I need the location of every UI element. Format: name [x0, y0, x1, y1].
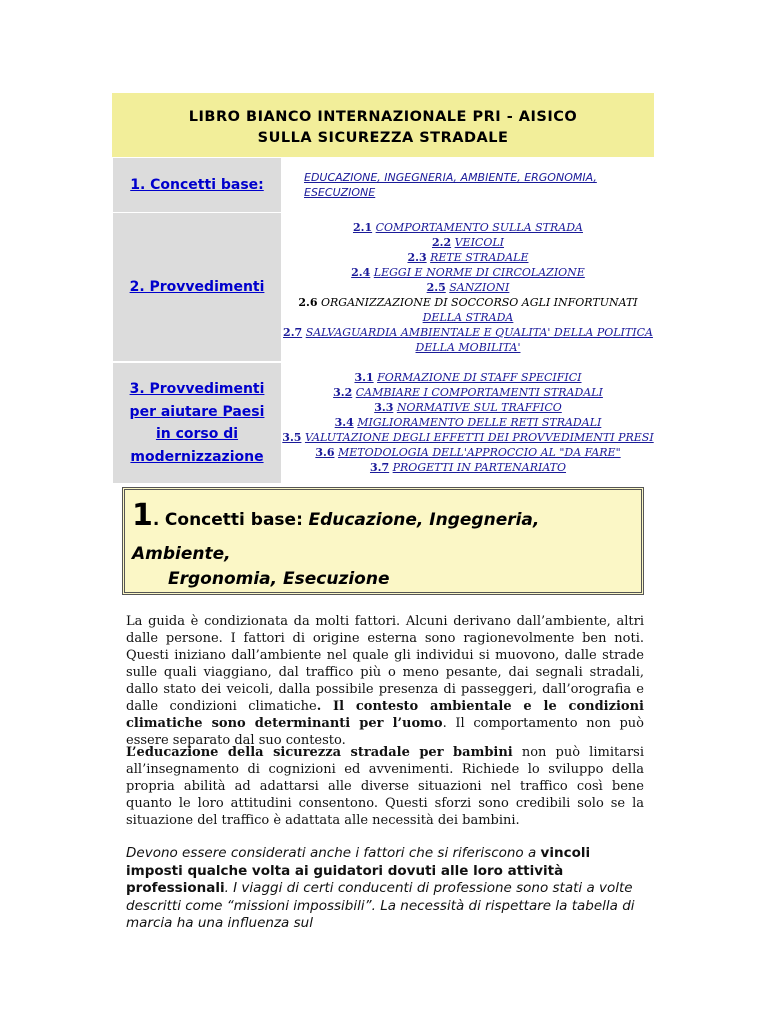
- toc-sublink-1-cont[interactable]: ESECUZIONE: [304, 186, 376, 199]
- toc-item-3-4[interactable]: 3.4 MIGLIORAMENTO DELLE RETI STRADALI: [334, 416, 602, 429]
- toc-row-1-items: [282, 170, 654, 200]
- toc-item-2-3[interactable]: 2.3 RETE STRADALE: [407, 251, 529, 264]
- toc-item-2-7-cont[interactable]: DELLA MOBILITA': [415, 341, 521, 354]
- section-topics-1: Educazione, Ingegneria,: [308, 510, 540, 530]
- toc-item-3-5[interactable]: 3.5 VALUTAZIONE DEGLI EFFETTI DEI PROVVEDIMENTI PRESI: [282, 431, 654, 444]
- section-topics-2: Ambiente,: [132, 544, 231, 564]
- toc-item-2-1[interactable]: 2.1 COMPORTAMENTO SULLA STRADA: [352, 221, 583, 234]
- toc-item-2-6[interactable]: 2.6 ORGANIZZAZIONE DI SOCCORSO AGLI INFORTUNATI: [298, 296, 638, 309]
- title-line-1: LIBRO BIANCO INTERNAZIONALE PRI - AISICO: [188, 109, 578, 125]
- toc-sublink-1[interactable]: EDUCAZIONE, INGEGNERIA, AMBIENTE, ERGONOMIA,: [304, 171, 597, 184]
- toc-row-1-cell: [113, 158, 281, 212]
- section-label: Concetti base:: [164, 510, 303, 530]
- toc-item-3-1[interactable]: 3.1 FORMAZIONE DI STAFF SPECIFICI: [354, 371, 582, 384]
- toc-link-paesi-modernizzazione[interactable]: 3. Provvedimenti per aiutare Paesi in corso di modernizzazione: [129, 381, 265, 465]
- toc-item-2-4[interactable]: 2.4 LEGGI E NORME DI CIRCOLAZIONE: [351, 266, 585, 279]
- title-banner: [112, 93, 654, 157]
- section-heading-line-1: 1. Concetti base: Educazione, Ingegneria,: [132, 498, 540, 533]
- toc-item-3-6[interactable]: 3.6 METODOLOGIA DELL'APPROCCIO AL "DA FARE": [315, 446, 621, 459]
- toc-item-2-2[interactable]: 2.2 VEICOLI: [431, 236, 505, 249]
- toc-item-2-5[interactable]: 2.5 SANZIONI: [426, 281, 510, 294]
- title-line-2: SULLA SICUREZZA STRADALE: [257, 130, 509, 146]
- section-number: 1: [132, 498, 153, 533]
- section-topics-3: Ergonomia, Esecuzione: [168, 569, 390, 589]
- toc-item-3-7[interactable]: 3.7 PROGETTI IN PARTENARIATO: [369, 461, 567, 474]
- toc-row-3-cell: [113, 363, 281, 483]
- toc-row-3-items: [282, 370, 654, 475]
- toc-item-2-7[interactable]: 2.7 SALVAGUARDIA AMBIENTALE E QUALITA' DELLA POLITICA: [283, 326, 653, 339]
- toc-item-3-3[interactable]: 3.3 NORMATIVE SUL TRAFFICO: [374, 401, 562, 414]
- toc-row-2-cell: [113, 213, 281, 361]
- section-heading-box: [122, 487, 644, 595]
- toc-row-2-items: [282, 220, 654, 355]
- toc-link-provvedimenti[interactable]: 2. Provvedimenti: [129, 278, 265, 295]
- body-paragraph-1: La guida è condizionata da molti fattori. Alcuni derivano dall’ambiente, altri dalle persone. I fattori di origine esterna sono ragionevolmente ben noti. Questi iniziano dall’ambiente nel quale gli individui si muovono, dalle strade sulle quali viaggiano, dal traffico più o meno pesante, dai segnali stradali, dallo stato dei veicoli, dalla possibile presenza di passeggeri, dall’orografia e dalle condizioni climatiche. Il contesto ambientale e le condizioni climatiche sono determinanti per l’uomo. Il comportamento non può essere separato dal suo contesto.: [126, 614, 644, 748]
- toc-item-3-2[interactable]: 3.2 CAMBIARE I COMPORTAMENTI STRADALI: [333, 386, 603, 399]
- toc-link-concetti-base[interactable]: 1. Concetti base:: [130, 176, 264, 193]
- toc-item-2-6-cont[interactable]: DELLA STRADA: [422, 311, 514, 324]
- body-paragraph-2: L’educazione della sicurezza stradale per bambini non può limitarsi all’insegnamento di cognizioni ed avvenimenti. Richiede lo sviluppo della propria abilità ad adattarsi alle diverse situazioni nel traffico così bene quanto le loro attitudini consentono. Questi sforzi sono credibili solo se la situazione del traffico è adattata alle necessità dei bambini.: [126, 745, 644, 828]
- body-paragraph-3: Devono essere considerati anche i fattori che si riferiscono a vincoli imposti qualche volta ai guidatori dovuti alle loro attività professionali. I viaggi di certi conducenti di professione sono stati a volte descritti come “missioni impossibili”. La necessità di rispettare la tabella di marcia ha una influenza sul: [126, 845, 635, 931]
